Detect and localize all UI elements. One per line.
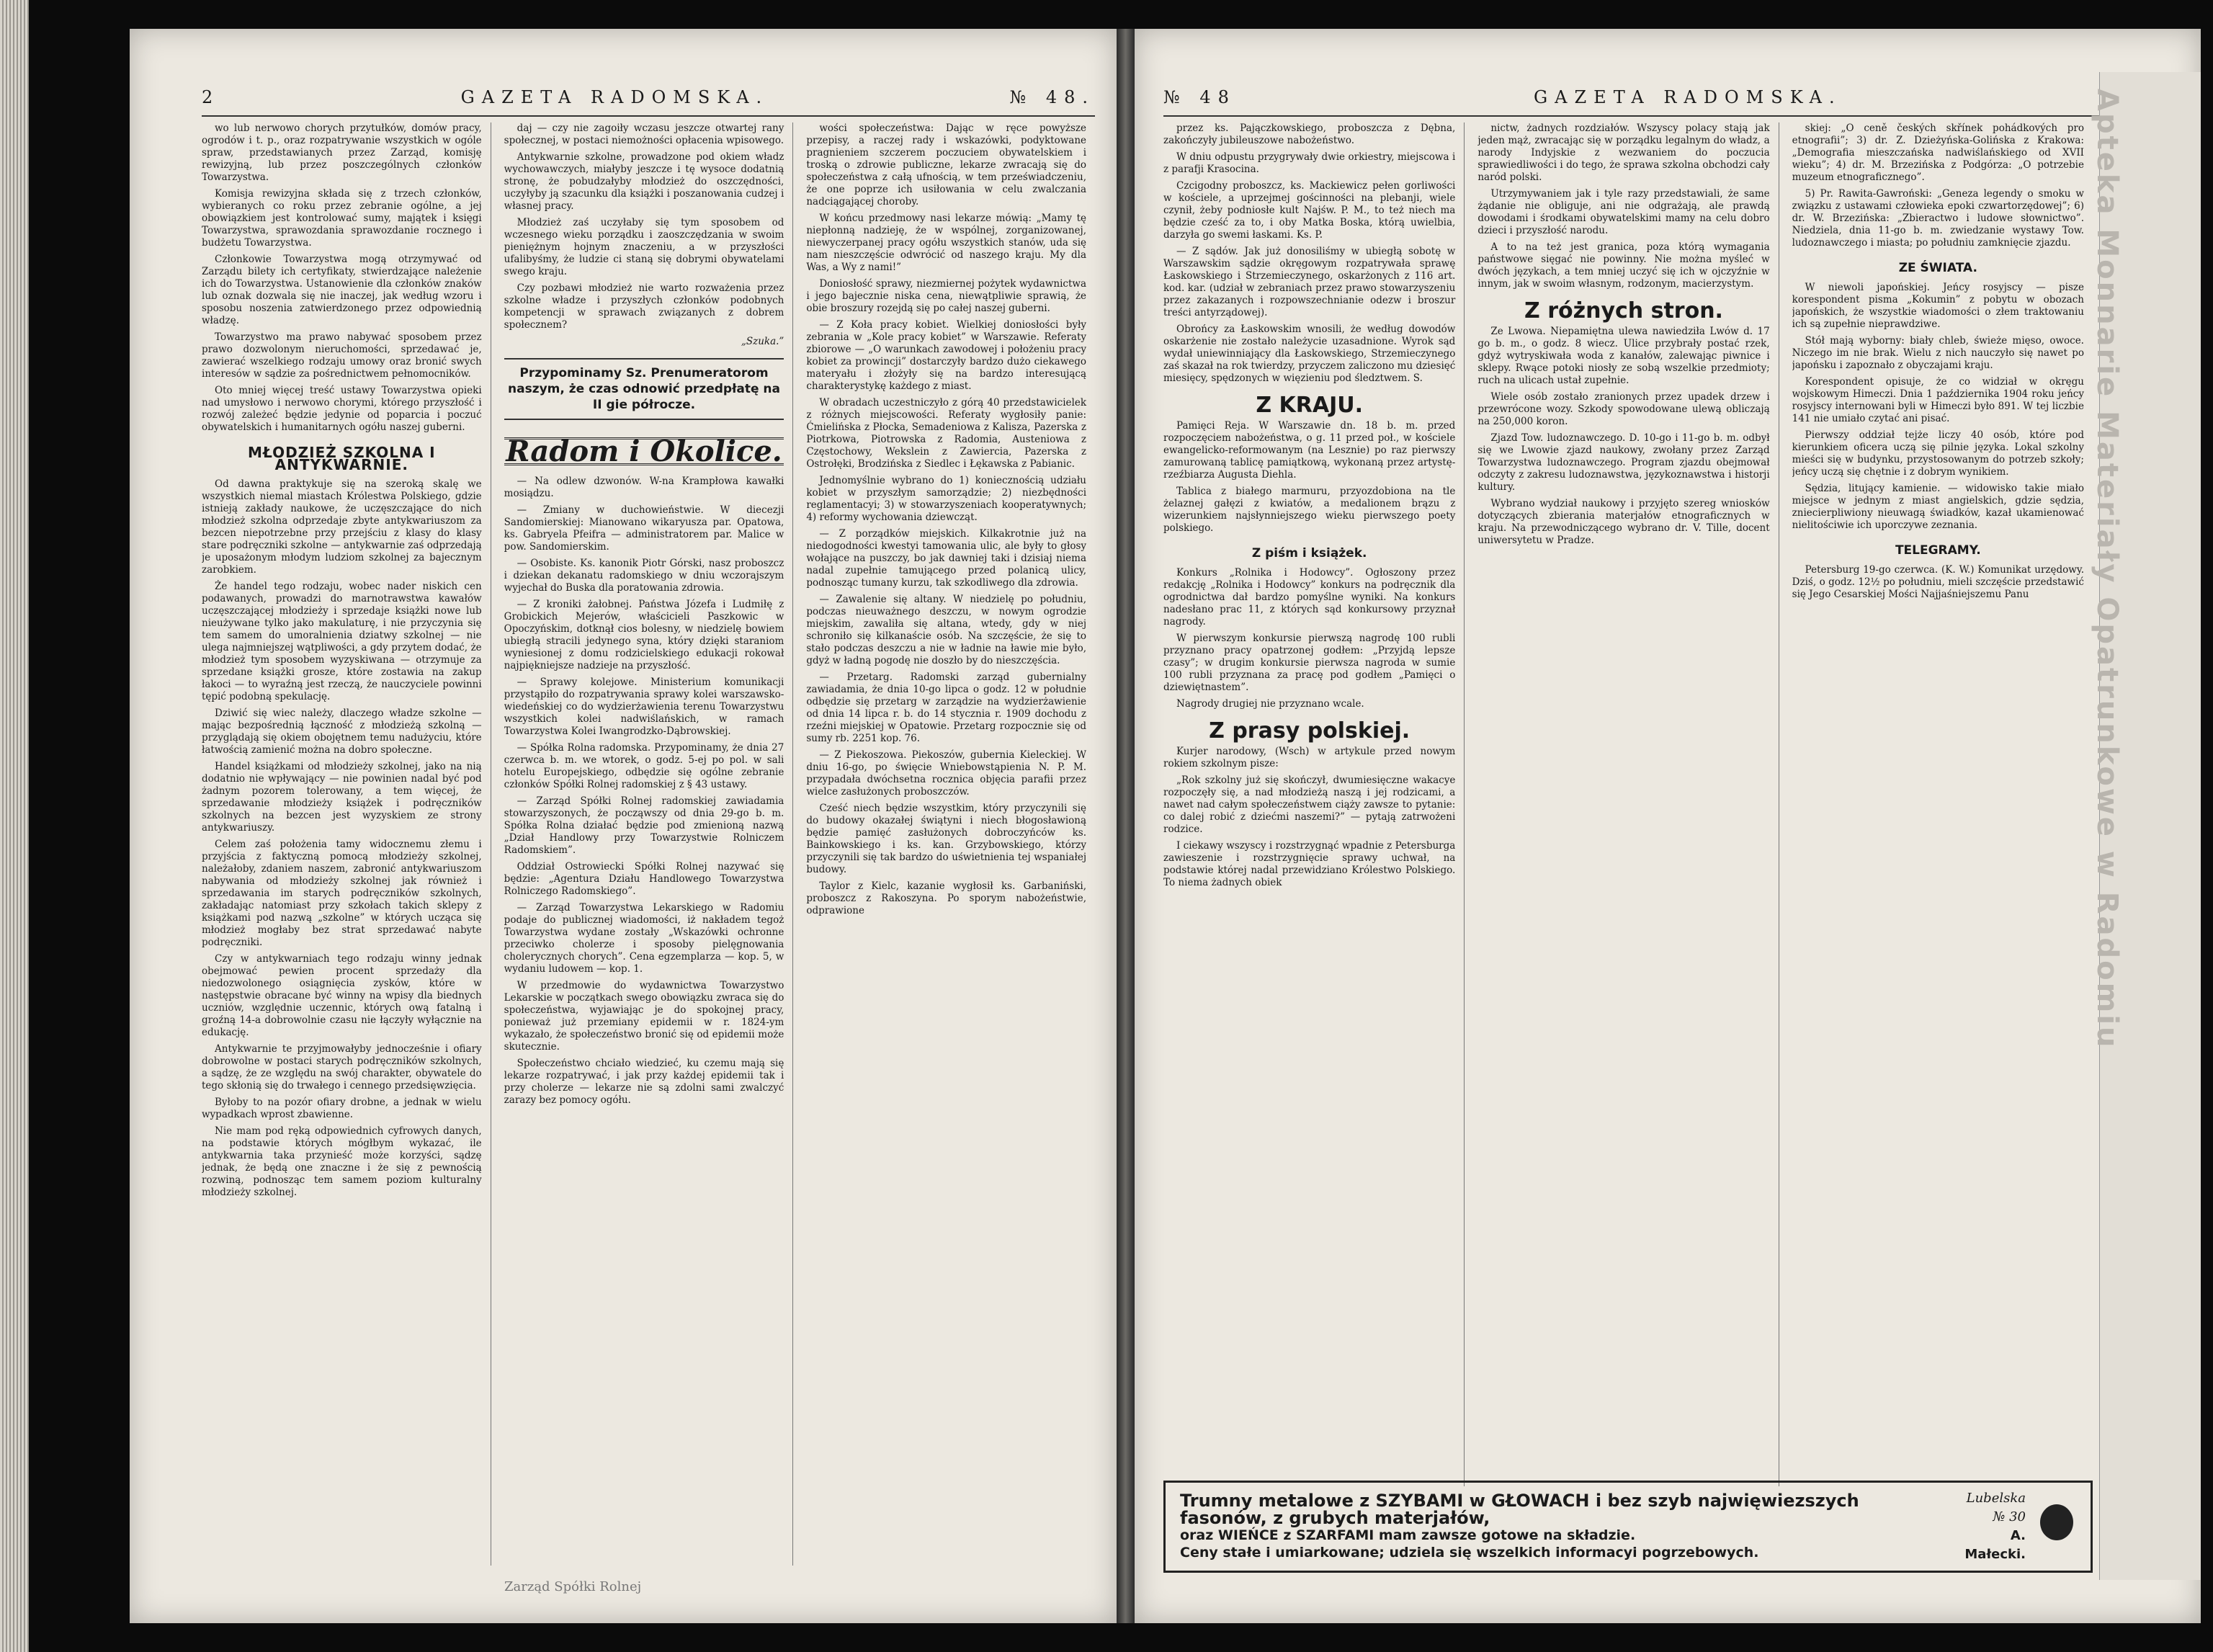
article-paragraph: Sędzia, litujący kamienie. — widowisko takie miało miejsce w jednym z miast angielskich, gdzie sędzia, zniecierpliwiony nieuwagą świadków, kazał ukamienować nielitościwie ich uporczywe zeznania. bbox=[1792, 483, 2084, 531]
column bbox=[1163, 122, 1465, 1486]
article-paragraph: skiej: „O ceně českých skřínek pohádkových pro etnografii”; 3) dr. Z. Dzieżyńska-Golińska z Krakowa: „Demografia mieszczańska nadwiślańskiego od XVII wieku”; 4) dr. M. Brzezińska z Podgórza: „O potrzebie muzeum etnograficznego”. bbox=[1792, 122, 2084, 183]
article-paragraph: Utrzymywaniem jak i tyle razy przedstawiali, że same żądanie nie obliguje, ani nie odgrażają, ale prawdą dowodami i środkami obywatelskimi mamy na celu dobro dzieci i przyszłość narodu. bbox=[1477, 188, 1770, 236]
running-head-right bbox=[1163, 79, 2158, 117]
article-paragraph: Czy w antykwarniach tego rodzaju winny jednak obejmować pewien procent sprzedaży dla niedozwolonego osiągnięcia zysków, które w następstwie obracane być winny na wpisy dla biednych uczniów, względnie uczennic, których ową fatalną i groźną 14-a dobrowolnie czasu nie łączyły wyłącznie na edukację. bbox=[202, 953, 482, 1038]
article-paragraph: W dniu odpustu przygrywały dwie orkiestry, miejscowa i z parafji Krasocina. bbox=[1163, 151, 1456, 175]
article-paragraph: Nie mam pod ręką odpowiednich cyfrowych danych, na podstawie których mógłbym wykazać, ile antykwarnia taka przynieść może korzyści, sądzę jednak, że będą one znaczne i że się z pewnością rozwiną, podnosząc tem samem poziom kulturalny młodzieży szkolnej. bbox=[202, 1125, 482, 1198]
ad-line-2: oraz WIEŃCE z SZARFAMI mam zawsze gotowe na składzie. bbox=[1180, 1527, 1636, 1543]
section-heading: Z różnych stron. bbox=[1524, 298, 1723, 323]
article-paragraph: — Przetarg. Radomski zarząd gubernialny zawiadamia, że dnia 10-go lipca o godz. 12 w południe odbędzie się przetarg w zarządzie na wydzierżawienie od dnia 14 lipca r. b. do 14 stycznia r. 1909 dochodu z rzeźni miejskiej w Opatowie. Przetarg rozpocznie się od sumy rb. 2251 kop. 76. bbox=[806, 671, 1087, 744]
article-paragraph: Młodzież zaś uczyłaby się tym sposobem od wczesnego wieku porządku i zaoszczędzania w swoim pieniężnym hojnym znaczeniu, a w przyszłości ufalibyśmy, że ludzie ci staną się dobrymi obywatelami swego kraju. bbox=[504, 217, 784, 277]
author-signature: „Szuka.” bbox=[741, 336, 784, 347]
ad-signature bbox=[1951, 1489, 2026, 1564]
article-paragraph: przez ks. Pajączkowskiego, proboszcza z Dębna, zakończyły jubileuszowe nabożeństwo. bbox=[1163, 122, 1456, 146]
ad-merchant: A. Małecki. bbox=[1964, 1528, 2026, 1562]
masthead-title: GAZETA RADOMSKA. bbox=[1534, 87, 1842, 107]
article-paragraph: Jednomyślnie wybrano do 1) koniecznością udziału kobiet w przyszłym samorządzie; 2) niezbędności reglamentacyi; 3) w stowarzyszeniach kooperatywnych; 4) reformy wychowania dziewcząt. bbox=[806, 475, 1087, 523]
article-paragraph: — Zarząd Towarzystwa Lekarskiego w Radomiu podaje do publicznej wiadomości, iż nakładem tegoż Towarzystwa wydane zostały „Wskazówki ochronne przeciwko cholerze i sposoby pielęgnowania cholerycznych chorych”. Cena egzemplarza — kop. 5, w wydaniu ludowem — kop. 1. bbox=[504, 902, 784, 975]
article-paragraph: wości społeczeństwa: Dając w ręce powyższe przepisy, a raczej rady i wskazówki, podyktowane pragnieniem szczerem poczuciem obywatelskiem i troską o zdrowie publiczne, lekarze zwracają się do społeczeństwa z całą ufnością, w tem przeświadczeniu, że one poprze ich usiłowania w celu zwalczania nadciągającej choroby. bbox=[806, 122, 1087, 207]
issue-number: № 48. bbox=[1009, 87, 1095, 107]
ad-address: Lubelska № 30 bbox=[1966, 1491, 2026, 1524]
article-paragraph: Dziwić się wiec należy, dlaczego władze szkolne — mając bezpośrednią łączność z młodzieżą szkolną — przyglądają się okiem obojętnem temu nadużyciu, które łatwością zamienić można na dobro społeczne. bbox=[202, 707, 482, 756]
column bbox=[806, 122, 1095, 1566]
article-paragraph: Taylor z Kielc, kazanie wygłosił ks. Garbaniński, proboszcz z Rakoszyna. Po sporym nabożeństwie, odprawione bbox=[806, 880, 1087, 916]
ad-text bbox=[1180, 1492, 1951, 1561]
section-heading: Z KRAJU. bbox=[1256, 393, 1363, 418]
newspaper-page-right bbox=[1135, 29, 2201, 1623]
article-paragraph: — Z porządków miejskich. Kilkakrotnie już na niedogodności kwestyi tamowania ulic, ale były to głosy wołające na puszczy, bo jak dawniej taki i dzisiaj niema nadal zupełnie tamującego przed polanicą ulicy, podnosząc tumany kurzu, tak szkodliwego dla zdrowia. bbox=[806, 528, 1087, 589]
article-paragraph: Pierwszy oddział tejże liczy 40 osób, które pod kierunkiem oficera uczą się pilnie języka. Lokal szkolny mieści się w budynku, przystosowanym do potrzeb szkoły; jeńcy uczą się chętnie i z dobrym wynikiem. bbox=[1792, 429, 2084, 478]
columns-left bbox=[202, 122, 1095, 1566]
article-paragraph: Antykwarnie te przyjmowałyby jednocześnie i ofiary dobrowolne w postaci starych podręczników szkolnych, a sądzę, że ze względu na swój charakter, obywatele do tego skłonią się do trwałego i cennego przedsięwzięcia. bbox=[202, 1043, 482, 1091]
article-paragraph: — Z Koła pracy kobiet. Wielkiej doniosłości były zebrania w „Kole pracy kobiet” w Warszawie. Referaty zbiorowe — „O warunkach zawodowej i położeniu pracy kobiet za prowincji” dostarczyły bardzo dużo ciekawego materyału i złożyły się na bardzo interesującą charakterystykę każdego z miast. bbox=[806, 319, 1087, 392]
article-paragraph: Ze Lwowa. Niepamiętna ulewa nawiedziła Lwów d. 17 go b. m., o godz. 8 wiecz. Ulice przybrały postać rzek, gdyż wytryskiwała woda z kanałów, zalewając piwnice i sklepy. Rwące potoki niosły ze sobą wszelkie przedmioty; ruch na ulicach ustał zupełnie. bbox=[1477, 326, 1770, 386]
section-heading: Z prasy polskiej. bbox=[1209, 718, 1410, 744]
article-paragraph: Kurjer narodowy, (Wsch) w artykule przed nowym rokiem szkolnym pisze: bbox=[1163, 746, 1456, 769]
article-paragraph: Oto mniej więcej treść ustawy Towarzystwa opieki nad umysłowo i nerwowo chorymi, którego przyszłość i rozwój zależeć będzie jedynie od poparcia i poczuć obywatelskich i humanitarnych ogółu naszej guberni. bbox=[202, 385, 482, 433]
bottom-faint-note: Zarząd Spółki Rolnej bbox=[504, 1579, 642, 1594]
merchant-emblem-icon bbox=[2040, 1504, 2073, 1540]
ad-line-1: Trumny metalowe z SZYBAMI w GŁOWACH i bez szyb najwięwiezszych fasonów, z grubych materjałów, bbox=[1180, 1491, 1859, 1528]
article-paragraph: Zjazd Tow. ludoznawczego. D. 10-go i 11-go b. m. odbył się we Lwowie zjazd naukowy, zwołany przez Zarząd Towarzystwa ludoznawczego. Program zjazdu obejmował odczyty z zakresu ludoznawstwa, językoznawstwa i historji kultury. bbox=[1477, 432, 1770, 493]
article-heading: MŁODZIEŻ SZKOLNA I ANTYKWARNIE. bbox=[248, 444, 436, 473]
article-paragraph: — Spółka Rolna radomska. Przypominamy, że dnia 27 czerwca b. m. we wtorek, o godz. 5-ej po pol. w sali hotelu Europejskiego, odbędzie się ogólne zebranie członków Spółki Rolnej radomskiej z § 43 ustawy. bbox=[504, 742, 784, 790]
article-paragraph: nictw, żadnych rozdziałów. Wszyscy polacy stają jak jeden mąż, zwracając się w porządku legalnym do władz, a narody Indyjskie z wezwaniem do poczucia sprawiedliwości i do tego, że sprawa szkolna obchodzi cały naród polski. bbox=[1477, 122, 1770, 183]
article-paragraph: Handel książkami od młodzieży szkolnej, jako na nią dodatnio nie wpływający — nie powinien nadal być pod żadnym pozorem tolerowany, a tem więcej, że sprzedawanie młodzieży książek i podręczników szkolnych na bezcen jest wyzyskiem ze strony antykwariuszy. bbox=[202, 761, 482, 834]
article-paragraph: Byłoby to na pozór ofiary drobne, a jednak w wielu wypadkach wprost zbawienne. bbox=[202, 1097, 482, 1120]
article-paragraph: Towarzystwo ma prawo nabywać sposobem przez prawo dozwolonym nieruchomości, sprzedawać je, zawierać wszelkiego rodzaju umowy oraz bronić swych interesów w sądzie za pośrednictwem pełnomocników. bbox=[202, 331, 482, 380]
article-paragraph: Petersburg 19-go czerwca. (K. W.) Komunikat urzędowy. Dziś, o godz. 12½ po południu, mieli szczęście przedstawić się Jego Cesarskiej Mości Najjaśniejszemu Panu bbox=[1792, 564, 2084, 600]
margin-watermark: Apteka Monnarie Materiały Opatrunkowe w Radomiu bbox=[2091, 89, 2124, 1050]
article-paragraph: Wybrano wydział naukowy i przyjęto szereg wniosków dotyczących zbierania materjałów etnograficznych w kraju. Na przewodniczącego wybrano dr. V. Tille, docent uniwersytetu w Pradze. bbox=[1477, 498, 1770, 546]
article-paragraph: Antykwarnie szkolne, prowadzone pod okiem władz wychowawczych, miałyby jeszcze i tę wysoce dodatnią stronę, że pobudzałyby młodzież do oszczędności, uczyłyby ją szacunku dla książki i poszanowania cudzej i własnej pracy. bbox=[504, 151, 784, 212]
article-paragraph: — Sprawy kolejowe. Ministerium komunikacji przystąpiło do rozpatrywania sprawy kolei warszawsko-wiedeńskiej co do wydzierżawienia terenu Towarzystwu wszystkich kolei nadwiślańskich, w ramach Towarzystwa Kolei Iwangrodzko-Dąbrowskiej. bbox=[504, 677, 784, 737]
article-paragraph: Od dawna praktykuje się na szeroką skalę we wszystkich niemal miastach Królestwa Polskiego, gdzie istnieją zakłady naukowe, że uczęszczające do nich młodzież szkolna odprzedaje zbyte antykwariuszom za bezcen niepotrzebne przy przejściu z klasy do klasy stare podręczniki szkolne — antykwarnie zaś odprzedają je uposażonym młodym ludziom szkolnej za bajecznym zarobkiem. bbox=[202, 478, 482, 576]
article-paragraph: Wiele osób zostało zranionych przez upadek drzew i przewrócone wozy. Szkody spowodowane ulewą obliczają na 250,000 koron. bbox=[1477, 391, 1770, 427]
article-paragraph: Konkurs „Rolnika i Hodowcy”. Ogłoszony przez redakcję „Rolnika i Hodowcy” konkurs na podręcznik dla ogrodnictwa dał bardzo pomyślne wyniki. Na konkurs nadesłano prac 11, z których sąd konkursowy przyznał nagrody. bbox=[1163, 567, 1456, 628]
article-paragraph: Czy pozbawi młodzież nie warto rozważenia przez szkolne władze i przyszłych członków podobnych kompetencji w sprawach związanych z dobrem społecznem? bbox=[504, 282, 784, 331]
column bbox=[504, 122, 794, 1566]
left-book-edge bbox=[0, 0, 29, 1652]
column bbox=[202, 122, 491, 1566]
article-paragraph: — Zawalenie się altany. W niedzielę po południu, podczas nieuważnego deszczu, w nowym ogrodzie miejskim, zawaliła się altana, wtedy, gdy w niej schroniło się kilkanaście osób. Na szczęście, że się to stało podczas deszczu a nie w ładnie na ławie mie było, gdyż w ładną pogodę nie doszło by do nieszczęścia. bbox=[806, 594, 1087, 666]
article-paragraph: 5) Pr. Rawita-Gawroński: „Geneza legendy o smoku w związku z ustawami człowieka epoki czwartorzędowej”; 6) dr. W. Brzezińska: „Zbieractwo i ludowe słownictwo”. Niedziela, dnia 11-go b. m. zwiedzanie wystawy Tow. ludoznawczego i miasta; po południu zamknięcie zjazdu. bbox=[1792, 188, 2084, 249]
article-paragraph: „Rok szkolny już się skończył, dwumiesięczne wakacye rozpoczęły się, a nad młodzieżą naszą i jej rodzicami, a nawet nad całym społeczeństwem ciąży zawsze to pytanie: co dalej robić z dziećmi naszemi?” — pytają zatrwożeni rodzice. bbox=[1163, 774, 1456, 835]
article-paragraph: daj — czy nie zagoiły wczasu jeszcze otwartej rany społecznej, w postaci niemożności opłacenia wpisowego. bbox=[504, 122, 784, 146]
column bbox=[1792, 122, 2093, 1486]
article-paragraph: W przedmowie do wydawnictwa Towarzystwo Lekarskie w początkach swego obowiązku zwraca się do społeczeństwa, wyjawiając je do spokojnej pracy, ponieważ już przemiany epidemii w r. 1824-ym wykazało, że społeczeństwo bronić się od epidemii może skutecznie. bbox=[504, 980, 784, 1053]
article-paragraph: Cześć niech będzie wszystkim, który przyczynili się do budowy okazałej świątyni i niech błogosławioną będzie pamięć zasłużonych dobroczyńców ks. Bainkowskiego i ks. kan. Grzybowskiego, którzy przyczynili się tak bardzo do uświetnienia tej wspaniałej budowy. bbox=[806, 803, 1087, 875]
article-paragraph: Oddział Ostrowiecki Spółki Rolnej nazywać się będzie: „Agentura Działu Handlowego Towarzystwa Rolniczego Radomskiego”. bbox=[504, 861, 784, 897]
article-paragraph: wo lub nerwowo chorych przytułków, domów pracy, ogrodów i t. p., oraz rozpatrywanie wszystkich w ogóle spraw, przedstawianych przez Zarząd, komisję rewizyjną, lub przez poszczególnych członków Towarzystwa. bbox=[202, 122, 482, 183]
book-spine bbox=[1117, 29, 1135, 1623]
article-paragraph: — Na odlew dzwonów. W-na Krampłowa kawałki mosiądzu. bbox=[504, 475, 784, 499]
columns-right bbox=[1163, 122, 2093, 1486]
article-paragraph: — Zarząd Spółki Rolnej radomskiej zawiadamia stowarzyszonych, że począwszy od dnia 29-go b. m. Spółka Rolna działać będzie pod zmienioną nazwą „Dział Handlowy przy Towarzystwie Rolniczem Radomskiem”. bbox=[504, 795, 784, 856]
article-paragraph: Komisja rewizyjna składa się z trzech członków, wybieranych co roku przez zebranie ogólne, a jej obowiązkiem jest kontrolować sumy, majątek i księgi Towarzystwa, sprawozdania sprawozdanie rocznego i budżetu Towarzystwa. bbox=[202, 188, 482, 249]
masthead-title: GAZETA RADOMSKA. bbox=[460, 87, 769, 107]
column bbox=[1477, 122, 1779, 1486]
article-paragraph: W końcu przedmowy nasi lekarze mówią: „Mamy tę niepłonną nadzieję, że w wspólnej, zorganizowanej, niewyczerpanej pracy ogółu wszystkich stanów, uda się nam nieszczęście odwrócić od naszego kraju. My dla Was, a Wy z nami!” bbox=[806, 213, 1087, 273]
page-number: 2 bbox=[202, 87, 220, 107]
article-paragraph: Pamięci Reja. W Warszawie dn. 18 b. m. przed rozpoczęciem nabożeństwa, o g. 11 przed poł., w kościele ewangelicko-reformowanym (na Lesznie) po raz pierwszy zamurowaną tablicę pamiątkową, wykonaną przez artystę-rzeźbiarza Augusta Diehla. bbox=[1163, 420, 1456, 481]
article-paragraph: Celem zaś położenia tamy widocznemu złemu i przyjścia z faktyczną pomocą młodzieży szkolnej, należałoby, zdaniem naszem, zabronić antykwariuszom nabywania od młodzieży szkolnej jak również i sprzedawania im starych podręczników szkolnych, zakładając natomiast przy szkołach takich sklepy z książkami pod nazwą „szkolne” w których ucząca się młodzież mogłaby bez strat sprzedawać nabyte podręczniki. bbox=[202, 839, 482, 948]
issue-number: № 48 bbox=[1163, 87, 1236, 107]
article-paragraph: — Z Piekoszowa. Piekoszów, gubernia Kieleckiej. W dniu 16-go, po święcie Wniebowstąpienia N. P. M. przypadała dwóchsetna rocznica objęcia parafii przez wielce zasłużonych proboszczów. bbox=[806, 749, 1087, 798]
article-paragraph: Że handel tego rodzaju, wobec nader niskich cen podawanych, prowadzi do marnotrawstwa kawałów uczęszczającej młodzieży i sprzedaje książki nowe lub nieużywane tylko jako makulaturę, i nie przyczynia się tem samem do umoralnienia dziatwy szkolnej — nie ulega najmniejszej wątpliwości, a gdy przytem dodać, że młodzież tym sposobem wyzyskiwana — otrzymuje za sprzedane książki grosze, które zostawia na zakup łakoci — to wyraźną jest rzeczą, że nauczyciele powinni tępić podobną spekulację. bbox=[202, 581, 482, 702]
article-paragraph: W obradach uczestniczyło z górą 40 przedstawicielek z różnych miejscowości. Referaty wygłosiły panie: Ćmielińska z Płocka, Semadeniowa z Kalisza, Pazerska z Piotrkowa, Piotrowska z Radomia, Austeniowa z Częstochowy, Wekslein z Zawiercia, Pazerska z Ostrołęki, Brodzińska z Siedlec i Łękawska z Pabianic. bbox=[806, 397, 1087, 470]
article-paragraph: — Osobiste. Ks. kanonik Piotr Górski, nasz proboszcz i dziekan dekanatu radomskiego w dniu wczorajszym wyjechał do Buska dla poratowania zdrowia. bbox=[504, 558, 784, 594]
article-paragraph: I ciekawy wszyscy i rozstrzygnąć wpadnie z Petersburga zawieszenie i rozstrzygnięcie sprawy uchwał, na podstawie której nadal przewidziano Królestwo Polskiego. To niema żadnych obiek bbox=[1163, 840, 1456, 888]
running-head-left bbox=[202, 79, 1095, 117]
article-paragraph: Tablica z białego marmuru, przyozdobiona na tle żelaznej gałęzi z kwiatów, a medalionem brązu z wizerunkiem najsłynniejszego wieku pierwszego poety polskiego. bbox=[1163, 486, 1456, 534]
section-heading: TELEGRAMY. bbox=[1895, 543, 1981, 558]
article-paragraph: Społeczeństwo chciało wiedzieć, ku czemu mają się lekarze rozpatrywać, i jak przy każdej epidemii tak i przy cholerze — lekarze nie są zdolni sami zwalczyć zarazy bez pomocy ogółu. bbox=[504, 1058, 784, 1106]
ad-line-3: Ceny stałe i umiarkowane; udziela się wszelkich informacyi pogrzebowych. bbox=[1180, 1545, 1759, 1561]
article-paragraph: W niewoli japońskiej. Jeńcy rosyjscy — pisze korespondent pisma „Kokumin” z pobytu w obozach japońskich, że wszystkie wiadomości o złem traktowaniu ich są zupełnie nieprawdziwe. bbox=[1792, 282, 2084, 330]
article-paragraph: Obrońcy za Łaskowskim wnosili, że według dowodów oskarżenie nie zostało należycie uzasadnione. Wyrok sąd wydał uniewinniający dla Łaskowskiego, Strzemieczynego zaś skazał na rok twierdzy, przyczem zaliczono mu dziesięć miesięcy, spędzonych w więzieniu pod śledztwem. S. bbox=[1163, 323, 1456, 384]
newspaper-page-left bbox=[130, 29, 1117, 1623]
section-heading: Z piśm i książek. bbox=[1251, 546, 1367, 561]
article-paragraph: — Z kroniki żałobnej. Państwa Józefa i Ludmiłę z Grobickich Mejerów, właścicieli Paszkowic w Opoczyńskim, dotknął cios bolesny, w niedzielę bowiem ubiegłą stracili jedynego syna, który dzięki staraniom wyniesionej z domu rodzicielskiego edukacji rokował najpiękniejsze nadzieje na przyszłość. bbox=[504, 599, 784, 671]
section-heading: ZE ŚWIATA. bbox=[1898, 261, 1977, 275]
article-paragraph: — Z sądów. Jak już donosiliśmy w ubiegłą sobotę w Warszawskim sądzie okręgowym rozpatrywała sprawę Łaskowskiego i Strzemieczynego, oskarżonych z 116 art. kod. kar. (udział w zebraniach przez prawo stowarzyszeniu przez zakazanych i rozpowszechnianie odezw i broszur treści antyrządowej). bbox=[1163, 246, 1456, 318]
article-paragraph: Doniosłość sprawy, niezmiernej pożytek wydawnictwa i jego bajecznie niska cena, niewątpliwie sprawią, że obie broszury rozejdą się po całej naszej guberni. bbox=[806, 278, 1087, 314]
funeral-advertisement bbox=[1163, 1481, 2093, 1573]
article-paragraph: Członkowie Towarzystwa mogą otrzymywać od Zarządu bilety ich certyfikaty, stwierdzające należenie ich do Towarzystwa. Ustanowienie dla członków znaków lub oznak dozwala się nie inaczej, jak według wzoru i sposobu noszenia zatwierdzonego przez odpowiednią władzę. bbox=[202, 254, 482, 326]
article-paragraph: Stół mają wyborny: biały chleb, świeże mięso, owoce. Niczego im nie brak. Wielu z nich nauczyło się nawet po japońsku i zapoznało z obyczajami kraju. bbox=[1792, 335, 2084, 371]
article-paragraph: Nagrody drugiej nie przyznano wcale. bbox=[1176, 698, 1364, 710]
article-paragraph: — Zmiany w duchowieństwie. W diecezji Sandomierskiej: Mianowano wikaryusza par. Opatowa, ks. Gabryela Pfeifra — administratorem par. Malice w pow. Sandomierskim. bbox=[504, 504, 784, 553]
subscription-notice: Przypominamy Sz. Prenumeratorom naszym, że czas odnowić przedpłatę na II gie półrocze. bbox=[504, 358, 784, 420]
article-paragraph: A to na też jest granica, poza którą wymagania państwowe sięgać nie powinny. Nie można myśleć w dwóch językach, a tem mniej uczyć się ich w ojczyźnie w innym, jak w swoim własnym, rodzonym, macierzystym. bbox=[1477, 241, 1770, 290]
article-paragraph: Czcigodny proboszcz, ks. Mackiewicz pełen gorliwości w kościele, a uprzejmej gościnności na plebanji, wiele czynił, żeby podniosłe kult Najśw. P. M., to też niech ma będzie cześć za to, i oby Matka Boska, którą uwielbia, darzyła go swemi łaskami. Ks. P. bbox=[1163, 180, 1456, 241]
bound-margin-strip bbox=[2091, 72, 2201, 1580]
section-heading: Radom i Okolice. bbox=[504, 437, 784, 465]
article-paragraph: Korespondent opisuje, że co widział w okręgu wojskowym Himeczi. Dnia 1 października 1904 roku jeńcy rosyjscy internowani byli w Himeczi było 891. W tej liczbie 141 nie umiało czytać ani pisać. bbox=[1792, 376, 2084, 424]
article-paragraph: W pierwszym konkursie pierwszą nagrodę 100 rubli przyznano pracy opatrzonej godłem: „Przyjdą lepsze czasy”; w drugim konkursie pierwsza nagroda w sumie 100 rubli przyznana za pracę pod godłem „Pamięci o dziewiętnastem”. bbox=[1163, 633, 1456, 693]
